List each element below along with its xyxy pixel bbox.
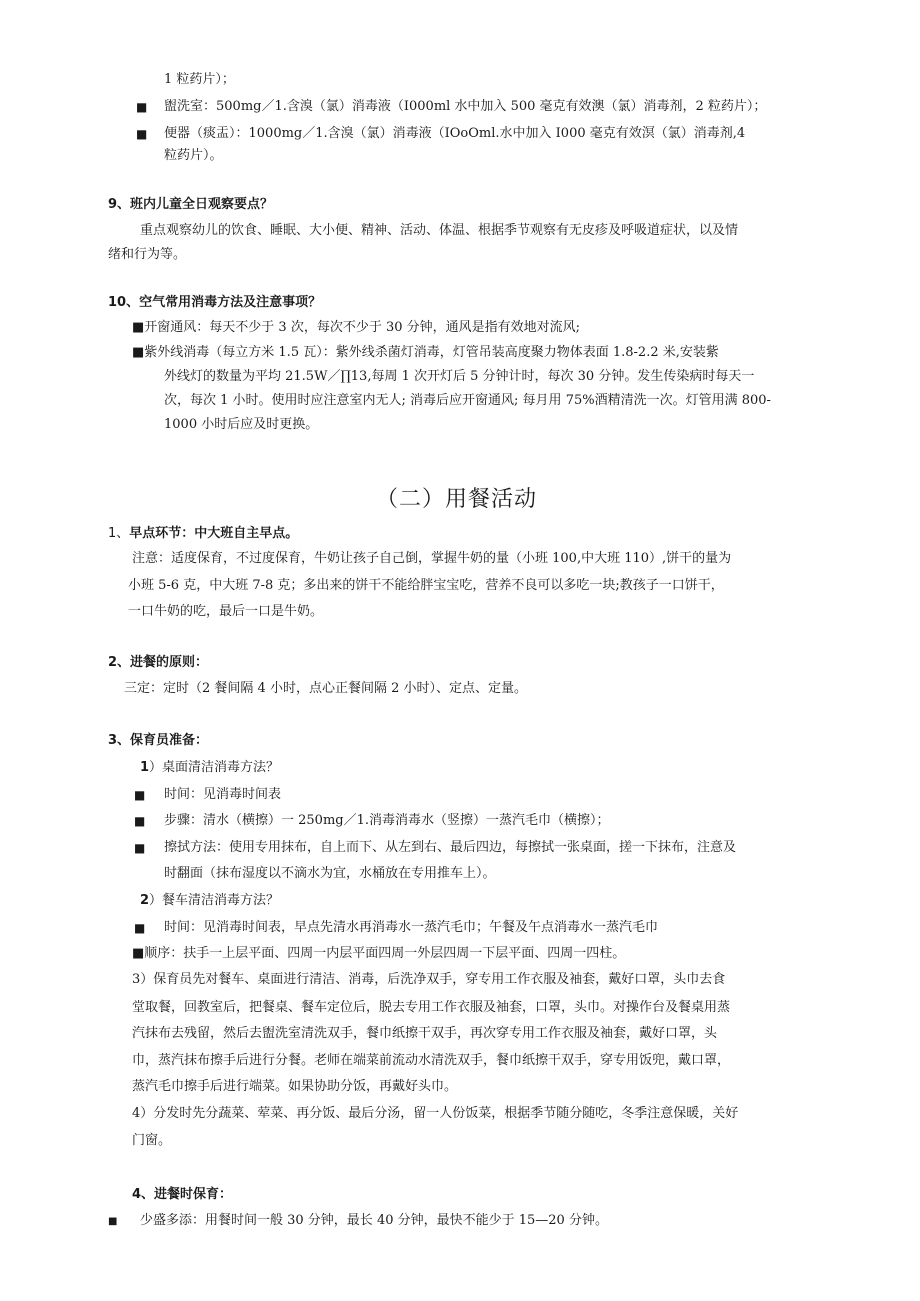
s3-order-line: ■顺序：扶手一上层平面、四周一内层平面四周一外层四周一下层平面、四周一四柱。: [132, 946, 626, 961]
toilet-line-1: 便器（痰盂）：1000mg／1.含溴（氯）消毒液（IOoOml.水中加入 I000 毫克有效溟（氯）消毒剂,4: [164, 126, 746, 141]
s3-sub1-number: 1: [140, 760, 150, 775]
s3-sub2: [140, 891, 279, 911]
s1-heading: [108, 524, 298, 544]
toilet-line-2: 粒药片）。: [164, 148, 223, 163]
s2-heading: 2、进餐的原则：: [108, 655, 209, 670]
s1-line-3: 一口牛奶的吃，最后一口是牛奶。: [128, 604, 324, 619]
section-title: （二）用餐活动: [376, 487, 538, 512]
s3-sub2-text: ）餐车清洁消毒方法？: [149, 893, 280, 908]
bullet-icon: ■: [134, 788, 146, 802]
s1-line-2: 小班 5-6 克，中大班 7-8 克；多出来的饼干不能给胖宝宝吃，营养不良可以多吃一块;教孩子一口饼干，: [128, 578, 724, 593]
s3-heading: 3、保育员准备：: [108, 733, 209, 748]
washroom-line: 盥洗室：500mg／1.含溴（氯）消毒液（I000ml 水中加入 500 毫克有效澳（氯）消毒剂，2 粒药片）；: [164, 99, 767, 114]
uv-line-1: ■紫外线消毒（每立方米 1.5 瓦）：紫外线杀菌灯消毒，灯管吊装高度聚力物体表面 1.8-2.2 米,安装紫: [132, 345, 719, 360]
s3-p3-line-4: 巾，蒸汽抹布擦手后进行分餐。老师在端菜前流动水清洗双手，餐巾纸擦干双手，穿专用饭兜，戴口罩，: [132, 1053, 731, 1068]
q9-heading: 9、班内儿童全日观察要点？: [108, 197, 274, 212]
s3-sub2-number: 2: [140, 893, 150, 908]
q10-heading: 10、空气常用消毒方法及注意事项？: [108, 295, 322, 310]
uv-line-3: 次，每次 1 小时。使用时应注意室内无人; 消毒后应开窗通风; 每月用 75%酒精清洗一次。灯管用满 800-: [164, 393, 771, 408]
s3-bullet-wipe-line-1: 擦拭方法：使用专用抹布，自上而下、从左到右、最后四边，每擦拭一张桌面，搓一下抹布，注意及: [164, 840, 737, 855]
bullet-icon: ■: [134, 814, 146, 828]
q9-line-1: 重点观察幼儿的饮食、睡眠、大小便、精神、活动、体温、根据季节观察有无皮疹及呼吸道症状，以及情: [140, 223, 739, 238]
s3-bullet-time: 时间：见消毒时间表: [164, 787, 282, 802]
bullet-icon: ■: [134, 921, 146, 935]
s3-p3-line-1: 3）保育员先对餐车、桌面进行清洁、消毒，后洗净双手，穿专用工作衣服及袖套，戴好口罩，头巾去食: [132, 972, 726, 987]
s3-p3-line-2: 堂取餐，回教室后，把餐桌、餐车定位后，脱去专用工作衣服及袖套，口罩，头巾。对操作台及餐桌用蒸: [132, 1000, 731, 1015]
tablet-continuation-line: 1 粒药片）；: [164, 72, 235, 87]
s4-bullet-line: 少盛多添：用餐时间一般 30 分钟，最长 40 分钟，最快不能少于 15—20 分钟。: [140, 1213, 608, 1228]
s3-p4-line-1: 4）分发时先分蔬菜、荤菜、再分饭、最后分汤，留一人份饭菜，根据季节随分随吃，冬季注意保暖，关好: [132, 1106, 739, 1121]
s3-p3-line-3: 汽抹布去残留，然后去盥洗室清洗双手，餐巾纸擦干双手，再次穿专用工作衣服及袖套，戴好口罩，头: [132, 1026, 718, 1041]
q9-line-2: 绪和行为等。: [108, 247, 187, 262]
s1-heading-text: 早点环节：中大班自主早点。: [129, 526, 299, 541]
s3-bullet-cart-time: 时间：见消毒时间表，早点先清水再消毒水一蒸汽毛巾；午餐及午点消毒水一蒸汽毛巾: [164, 920, 659, 935]
s4-heading: 4、进餐时保育：: [132, 1187, 233, 1202]
bullet-icon: ■: [136, 100, 148, 114]
s3-bullet-steps: 步骤：清水（横擦）一 250mg／1.消毒消毒水（竖擦）一蒸汽毛巾（横擦）；: [164, 813, 610, 828]
s3-sub1-text: ）桌面清洁消毒方法？: [149, 760, 280, 775]
bullet-icon: ■: [134, 841, 146, 855]
s3-p4-line-2: 门窗。: [132, 1133, 172, 1148]
s1-line-1: 注意：适度保育，不过度保育，牛奶让孩子自己倒，掌握牛奶的量（小班 100,中大班 110）,饼干的量为: [132, 551, 732, 566]
uv-line-2: 外线灯的数量为平均 21.5W／∏13,每周 1 次开灯后 5 分钟计时，每次 30 分钟。发生传染病时每天一: [164, 369, 755, 384]
uv-line-4: 1000 小时后应及时更换。: [164, 417, 319, 432]
bullet-icon: ■: [136, 127, 148, 141]
ventilation-line: ■开窗通风：每天不少于 3 次，每次不少于 30 分钟，通风是指有效地对流风;: [132, 320, 581, 335]
s1-heading-number: 1、: [108, 526, 130, 541]
s3-bullet-wipe-line-2: 时翻面（抹布湿度以不滴水为宜，水桶放在专用推车上）。: [164, 866, 496, 881]
bullet-icon: ■: [108, 1216, 118, 1227]
s2-line-1: 三定：定时（2 餐间隔 4 小时，点心正餐间隔 2 小时）、定点、定量。: [124, 681, 527, 696]
s3-p3-line-5: 蒸汽毛巾擦手后进行端菜。如果协助分饭，再戴好头巾。: [132, 1079, 458, 1094]
s3-sub1: [140, 758, 279, 778]
